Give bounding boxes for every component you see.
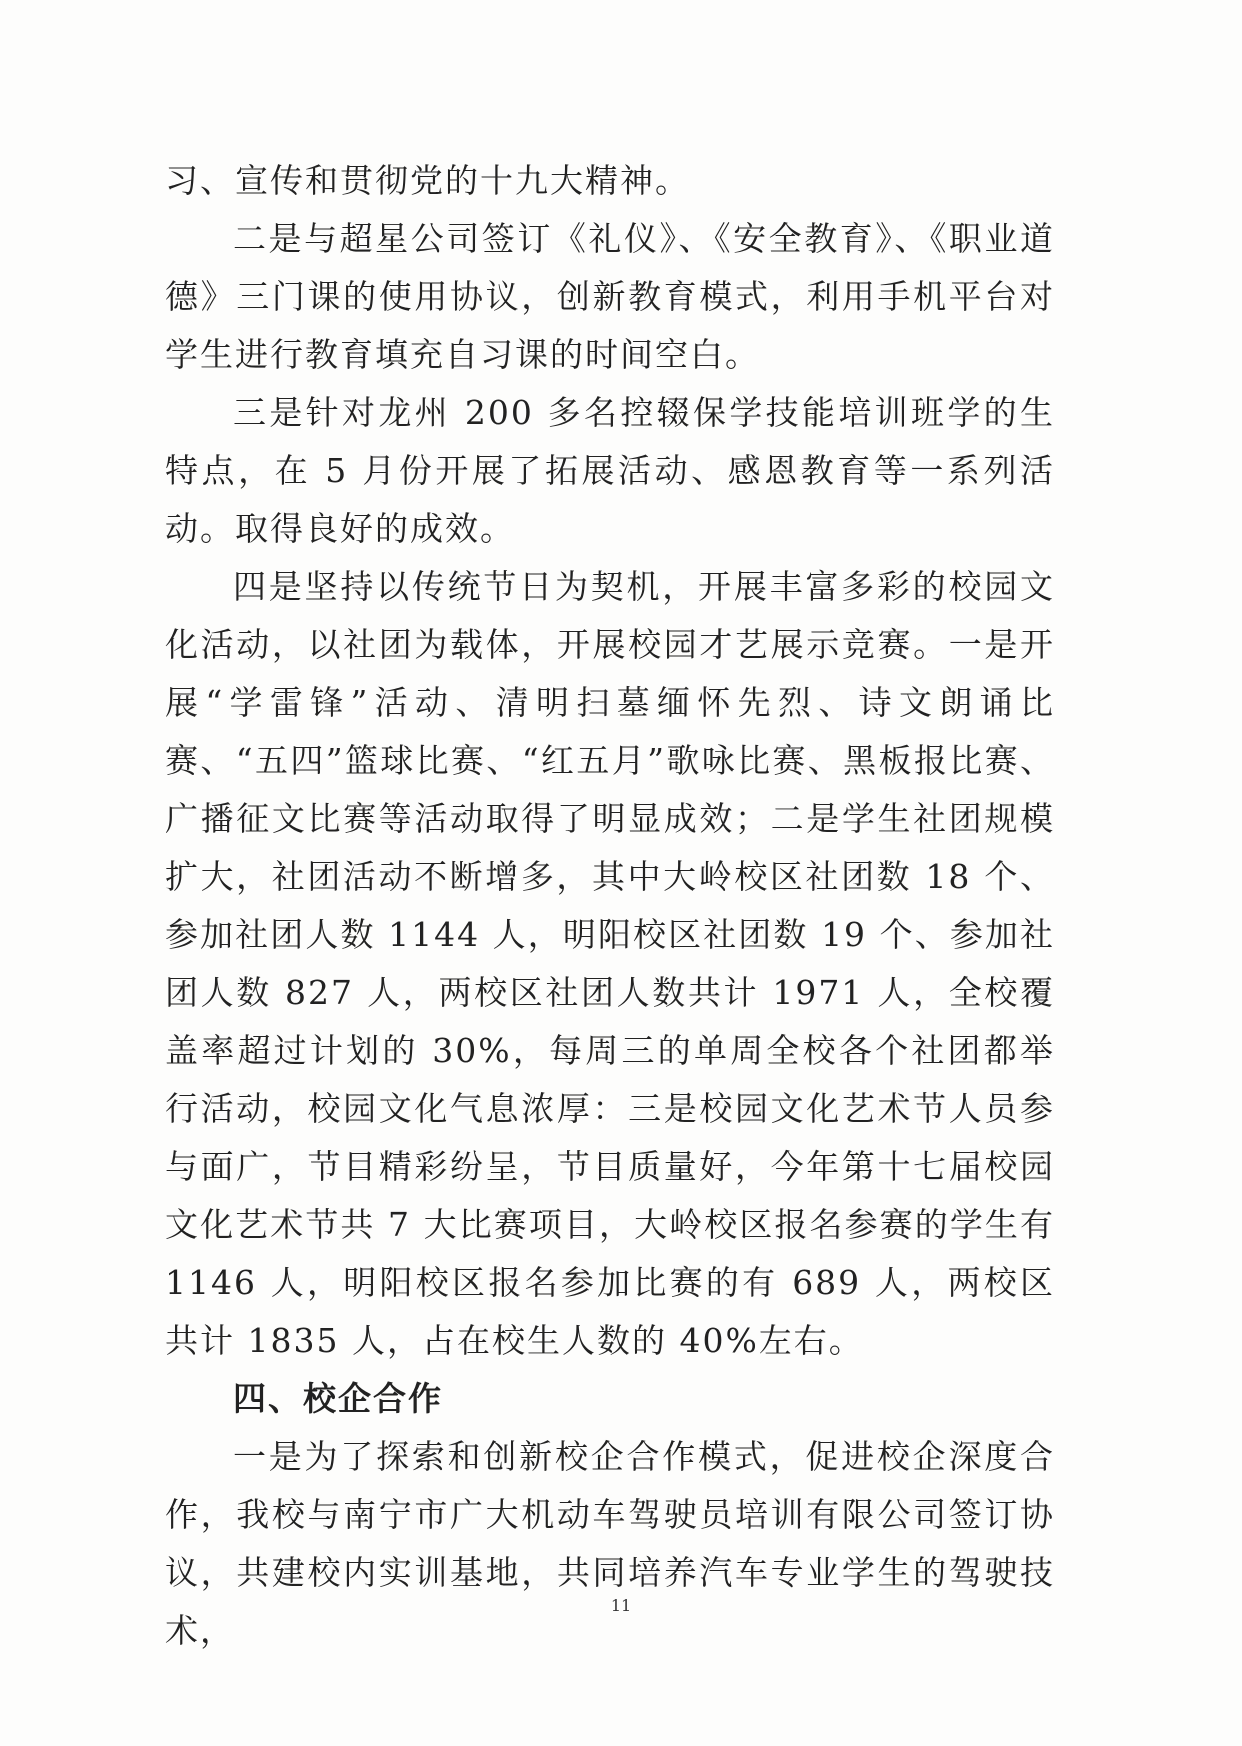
paragraph-campus-culture: 四是坚持以传统节日为契机，开展丰富多彩的校园文化活动，以社团为载体，开展校园才艺展示竞赛。一是开展“学雷锋”活动、清明扫墓缅怀先烈、诗文朗诵比赛、“五四”篮球比赛、“红五月”歌咏比赛、黑板报比赛、广播征文比赛等活动取得了明显成效；二是学生社团规模扩大，社团活动不断增多，其中大岭校区社团数 18 个、参加社团人数 1144 人，明阳校区社团数 19 个、参加社团人数 827 人，两校区社团人数共计 1971 人，全校覆盖率超过计划的 30%，每周三的单周全校各个社团都举行活动，校园文化气息浓厚：三是校园文化艺术节人员参与面广，节目精彩纷呈，节目质量好，今年第十七届校园文化艺术节共 7 大比赛项目，大岭校区报名参赛的学生有 1146 人，明阳校区报名参加比赛的有 689 人，两校区共计 1835 人，占在校生人数的 40%左右。 (165, 567, 1055, 1360)
paragraph-enterprise-cooperation: 一是为了探索和创新校企合作模式，促进校企深度合作，我校与南宁市广大机动车驾驶员培训有限公司签订协议，共建校内实训基地，共同培养汽车专业学生的驾驶技术， (165, 1437, 1055, 1650)
paragraph-chaoxing-agreement: 二是与超星公司签订《礼仪》、《安全教育》、《职业道德》三门课的使用协议，创新教育模式，利用手机平台对学生进行教育填充自习课的时间空白。 (165, 219, 1055, 374)
page-content (165, 152, 1055, 1660)
paragraph-continuation: 习、宣传和贯彻党的十九大精神。 (165, 161, 690, 200)
section-heading-school-enterprise: 四、校企合作 (233, 1379, 443, 1418)
page-number: 11 (610, 1596, 632, 1615)
paragraph-longzhou-training: 三是针对龙州 200 多名控辍保学技能培训班学的生特点，在 5 月份开展了拓展活动、感恩教育等一系列活动。取得良好的成效。 (165, 393, 1055, 548)
